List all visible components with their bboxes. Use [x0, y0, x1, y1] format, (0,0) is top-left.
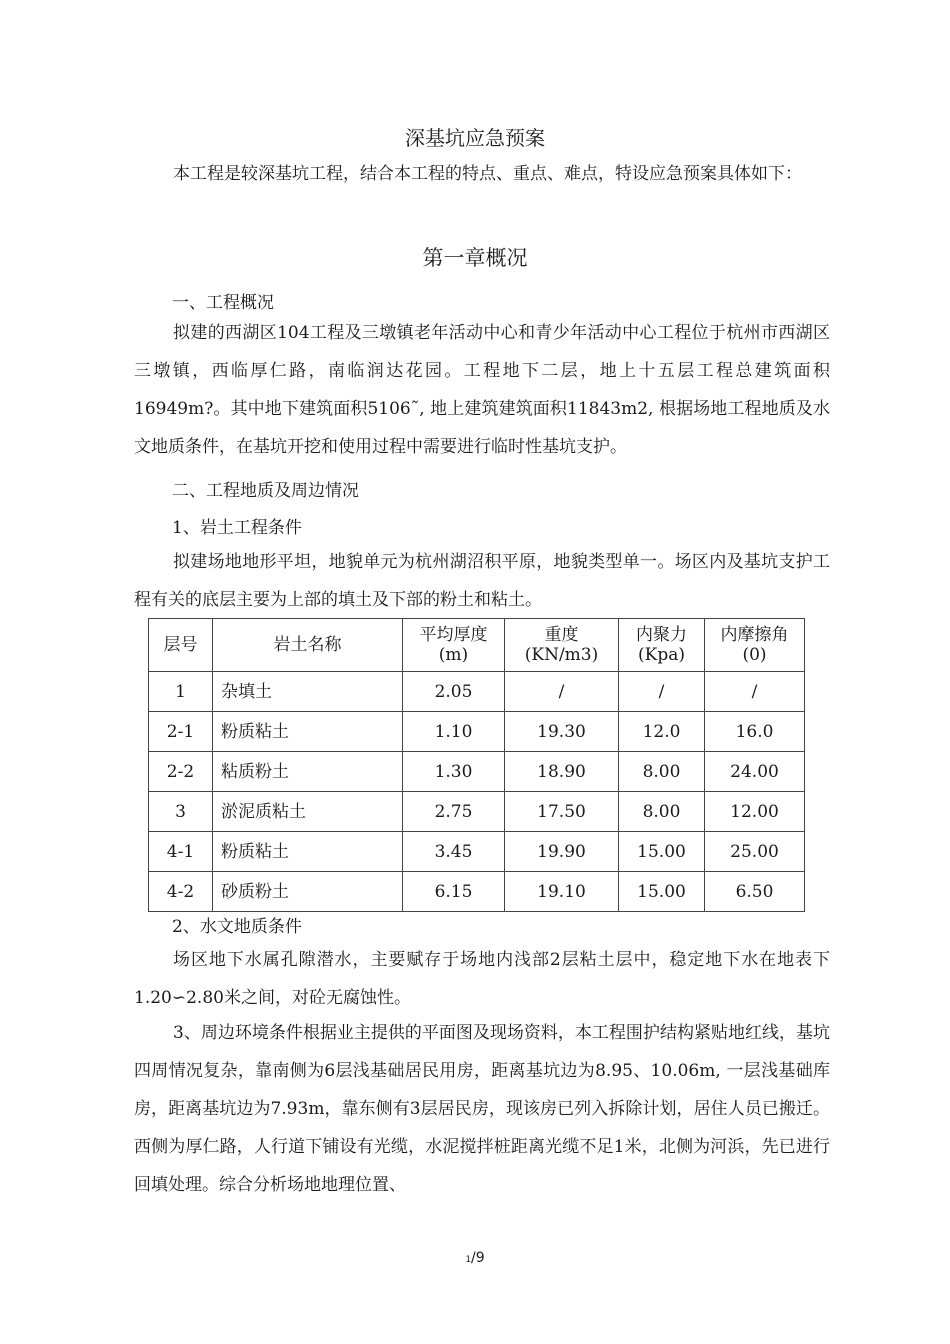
- header-unit-weight: 重度 (KN/m3): [505, 619, 619, 672]
- table-row: [149, 872, 805, 912]
- table-row: [149, 832, 805, 872]
- cell-cohesion: 12.0: [619, 712, 705, 752]
- header-soil-name: 岩土名称: [213, 619, 403, 672]
- cell-soil-name: 粘质粉土: [213, 752, 403, 792]
- cell-friction-angle: 16.0: [705, 712, 805, 752]
- page-current: 1: [465, 1255, 472, 1265]
- cell-friction-angle: 24.00: [705, 752, 805, 792]
- cell-thickness: 2.75: [403, 792, 505, 832]
- cell-unit-weight: 19.10: [505, 872, 619, 912]
- cell-layer-no: 3: [149, 792, 213, 832]
- header-cohesion: 内聚力 (Kpa): [619, 619, 705, 672]
- cell-cohesion: 15.00: [619, 832, 705, 872]
- cell-layer-no: 4-2: [149, 872, 213, 912]
- cell-thickness: 2.05: [403, 672, 505, 712]
- cell-cohesion: 8.00: [619, 752, 705, 792]
- header-friction-angle: 内摩擦角 (0): [705, 619, 805, 672]
- cell-thickness: 6.15: [403, 872, 505, 912]
- cell-cohesion: 15.00: [619, 872, 705, 912]
- header-layer-no: 层号: [149, 619, 213, 672]
- cell-unit-weight: 19.30: [505, 712, 619, 752]
- document-title: 深基坑应急预案: [405, 126, 545, 150]
- cell-thickness: 3.45: [403, 832, 505, 872]
- cell-layer-no: 1: [149, 672, 213, 712]
- cell-unit-weight: 17.50: [505, 792, 619, 832]
- table-row: [149, 752, 805, 792]
- cell-layer-no: 2-1: [149, 712, 213, 752]
- intro-paragraph: 本工程是较深基坑工程，结合本工程的特点、重点、难点，特设应急预案具体如下：: [173, 164, 802, 184]
- cell-soil-name: 粉质粘土: [213, 832, 403, 872]
- cell-thickness: 1.30: [403, 752, 505, 792]
- table-header-row: [149, 619, 805, 672]
- cell-layer-no: 4-1: [149, 832, 213, 872]
- subsection2-paragraph: 场区地下水属孔隙潜水，主要赋存于场地内浅部2层粘土层中，稳定地下水在地表下1.20∽2.80米之间，对砼无腐蚀性。: [134, 950, 830, 1008]
- subsection1-heading: 1、岩土工程条件: [172, 518, 302, 538]
- cell-unit-weight: 19.90: [505, 832, 619, 872]
- cell-soil-name: 淤泥质粘土: [213, 792, 403, 832]
- table-row: [149, 792, 805, 832]
- cell-soil-name: 杂填土: [213, 672, 403, 712]
- chapter-title: 第一章概况: [422, 246, 528, 270]
- cell-friction-angle: /: [705, 672, 805, 712]
- cell-friction-angle: 12.00: [705, 792, 805, 832]
- cell-friction-angle: 25.00: [705, 832, 805, 872]
- section1-heading: 一、工程概况: [172, 293, 274, 313]
- cell-soil-name: 砂质粉土: [213, 872, 403, 912]
- header-avg-thickness: 平均厚度 (m): [403, 619, 505, 672]
- page-total: /9: [471, 1250, 485, 1266]
- cell-cohesion: /: [619, 672, 705, 712]
- cell-unit-weight: 18.90: [505, 752, 619, 792]
- soil-parameter-table: [148, 618, 805, 912]
- cell-thickness: 1.10: [403, 712, 505, 752]
- section1-paragraph: 拟建的西湖区104工程及三墩镇老年活动中心和青少年活动中心工程位于杭州市西湖区三墩镇，西临厚仁路，南临润达花园。工程地下二层，地上十五层工程总建筑面积16949m?。其中地下建筑面积5106˜, 地上建筑建筑面积11843m2, 根据场地工程地质及水文地质条件，在基坑开挖和使用过程中需要进行临时性基坑支护。: [134, 323, 830, 457]
- cell-soil-name: 粉质粘土: [213, 712, 403, 752]
- table-row: [149, 672, 805, 712]
- cell-cohesion: 8.00: [619, 792, 705, 832]
- cell-friction-angle: 6.50: [705, 872, 805, 912]
- table-row: [149, 712, 805, 752]
- page-number: [0, 1250, 950, 1266]
- cell-unit-weight: /: [505, 672, 619, 712]
- section2-heading: 二、工程地质及周边情况: [172, 481, 359, 501]
- subsection2-heading: 2、水文地质条件: [172, 917, 302, 937]
- subsection3-paragraph: 3、周边环境条件根据业主提供的平面图及现场资料，本工程围护结构紧贴地红线，基坑四周情况复杂，靠南侧为6层浅基础居民用房，距离基坑边为8.95、10.06m, 一层浅基础库房，距离基坑边为7.93m，靠东侧有3层居民房，现该房已列入拆除计划，居住人员已搬迁。西侧为厚仁路，人行道下铺设有光缆，水泥搅拌桩距离光缆不足1米，北侧为河浜，先已进行回填处理。综合分析场地地理位置、: [134, 1023, 830, 1195]
- cell-layer-no: 2-2: [149, 752, 213, 792]
- subsection1-paragraph: 拟建场地地形平坦，地貌单元为杭州湖沼积平原，地貌类型单一。场区内及基坑支护工程有关的底层主要为上部的填土及下部的粉土和粘土。: [134, 552, 830, 610]
